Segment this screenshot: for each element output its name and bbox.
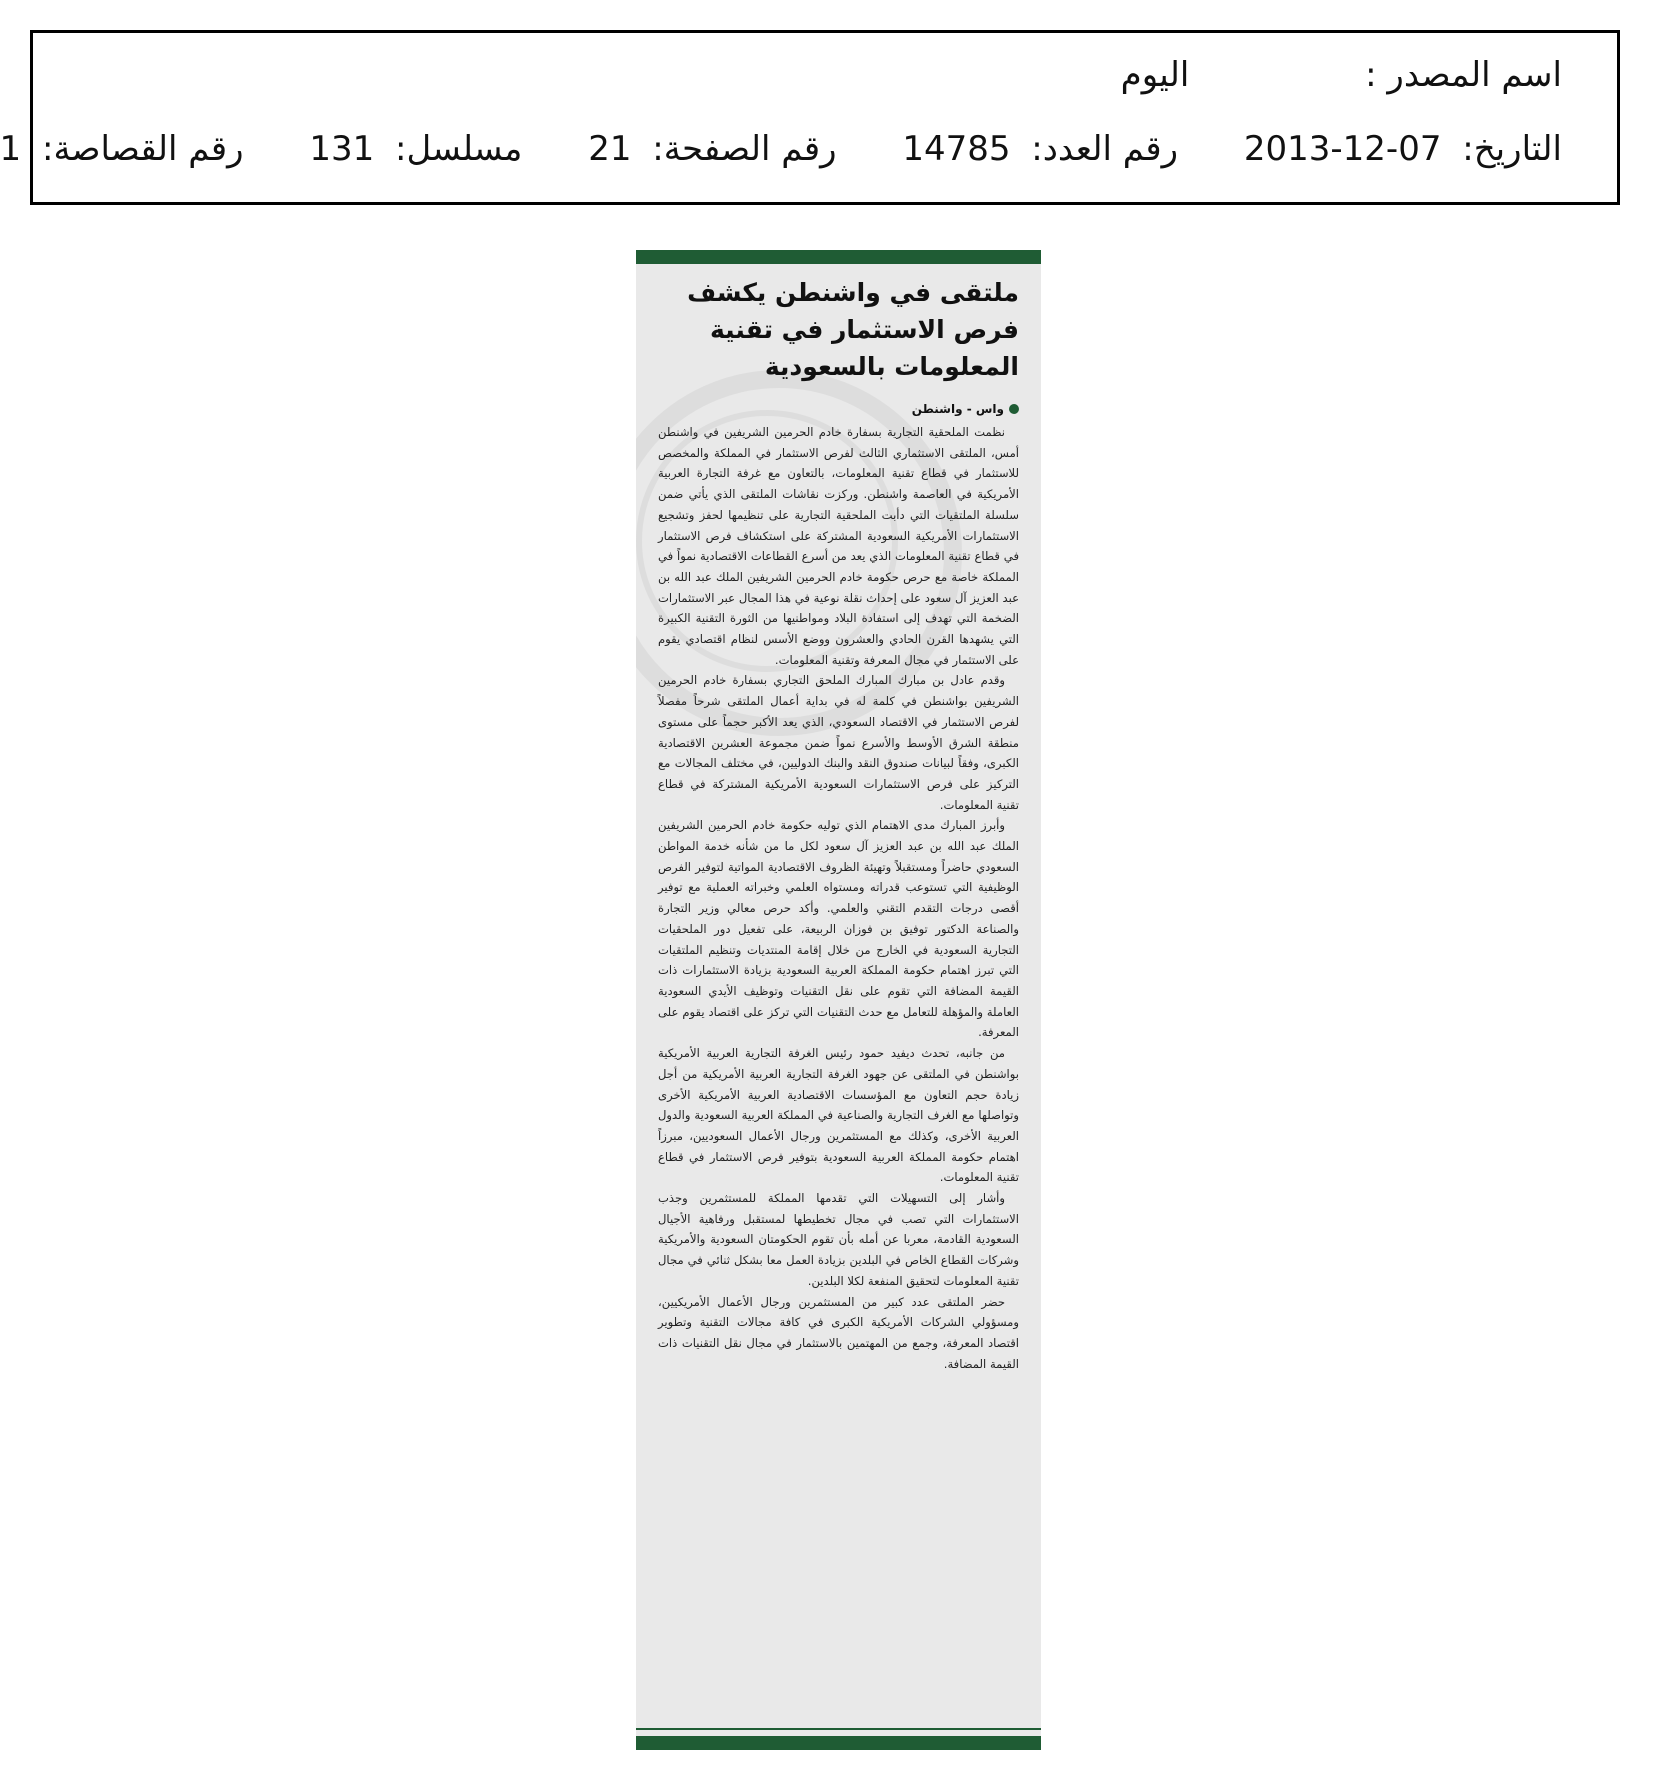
issue-item — [902, 129, 1178, 169]
bottom-thin-rule — [636, 1728, 1041, 1730]
clipping-header — [0, 30, 1620, 205]
date-label: التاريخ: — [1462, 129, 1562, 169]
source-row — [88, 55, 1562, 95]
page-label: رقم الصفحة: — [652, 129, 837, 169]
serial-item — [309, 129, 522, 169]
top-accent-bar — [636, 250, 1041, 264]
article-paragraph: من جانبه، تحدث ديفيد حمود رئيس الغرفة التجارية العربية الأمريكية بواشنطن في الملتقى عن جهود الغرفة التجارية العربية الأمريكية من أجل زيادة حجم التعاون مع المؤسسات الاقتصادية العربية الأمريكية الأخرى وتواصلها مع الغرف التجارية والصناعية في المملكة العربية السعودية والدول العربية الأخرى، وكذلك مع المستثمرين ورجال الأعمال السعوديين، مبرزاً اهتمام حكومة المملكة العربية السعودية بتوفير فرص الاستثمار في قطاع تقنية المعلومات. — [658, 1046, 1019, 1185]
article-paragraph: وأشار إلى التسهيلات التي تقدمها المملكة للمستثمرين وجذب الاستثمارات التي تصب في مجال تخطيطها لمستقبل ورفاهية الأجيال السعودية القادمة، معربا عن أمله بأن تقوم الحكومتان السعودية والأمريكية وشركات القطاع الخاص في البلدين بزيادة العمل معا بشكل ثنائي في مجال تقنية المعلومات لتحقيق المنفعة لكلا البلدين. — [658, 1191, 1019, 1288]
source-value: اليوم — [1120, 55, 1190, 95]
clip-number-item — [0, 129, 244, 169]
byline-text: واس - واشنطن — [911, 402, 1004, 416]
bottom-accent-bar — [636, 1736, 1041, 1750]
article-paragraph: وأبرز المبارك مدى الاهتمام الذي توليه حكومة خادم الحرمين الشريفين الملك عبد الله بن عبد العزيز آل سعود لكل ما من شأنه خدمة المواطن السعودي حاضراً ومستقبلاً وتهيئة الظروف الاقتصادية المواتية لتوفير الفرص الوظيفية التي تستوعب قدراته ومستواه العلمي وخبراته العملية مع توفير أقصى درجات التقدم التقني والعلمي. وأكد حرص معالي وزير التجارة والصناعة الدكتور توفيق بن فوزان الربيعة، على تفعيل دور الملحقيات التجارية السعودية في الخارج من خلال إقامة المنتديات وتنظيم الملتقيات التي تبرز اهتمام حكومة المملكة العربية السعودية بزيادة الاستثمارات ذات القيمة المضافة التي تقوم على نقل التقنيات وتوظيف الأيدي السعودية العاملة والمؤهلة للتعامل مع حدث التقنيات التي تركز على اقتصاد يقوم على المعرفة. — [658, 818, 1019, 1040]
article-paragraph: وقدم عادل بن مبارك المبارك الملحق التجاري بسفارة خادم الحرمين الشريفين بواشنطن في كلمة له في بداية أعمال الملتقى شرحاً مفصلاً لفرص الاستثمار في الاقتصاد السعودي، الذي يعد الأكبر حجماً على مستوى منطقة الشرق الأوسط والأسرع نمواً ضمن مجموعة العشرين الاقتصادية الكبرى، وفقاً لبيانات صندوق النقد والبنك الدوليين، في مختلف المجالات مع التركيز على فرص الاستثمارات السعودية الأمريكية المشتركة في قطاع تقنية المعلومات. — [658, 673, 1019, 812]
page-value: 21 — [588, 129, 632, 169]
article-headline: ملتقى في واشنطن يكشف فرص الاستثمار في تقنية المعلومات بالسعودية — [687, 278, 1019, 381]
clip-number-value: 1 — [0, 129, 22, 169]
clip-number-label: رقم القصاصة: — [41, 129, 244, 169]
meta-row — [0, 129, 1562, 169]
date-item — [1244, 129, 1562, 169]
serial-value: 131 — [309, 129, 375, 169]
newspaper-clipping — [636, 250, 1041, 1750]
page-item — [588, 129, 836, 169]
serial-label: مسلسل: — [395, 129, 523, 169]
article-body — [658, 422, 1019, 1374]
issue-label: رقم العدد: — [1031, 129, 1179, 169]
article-byline — [912, 402, 1019, 416]
article-paragraph: نظمت الملحقية التجارية بسفارة خادم الحرمين الشريفين في واشنطن أمس، الملتقى الاستثماري الثالث لفرص الاستثمار في المملكة والمخصص للاستثمار في قطاع تقنية المعلومات، بالتعاون مع غرفة التجارة العربية الأمريكية في العاصمة واشنطن. وركزت نقاشات الملتقى الذي يأتي ضمن سلسلة الملتقيات التي دأبت الملحقية التجارية على تنظيمها لحفز وتشجيع الاستثمارات الأمريكية السعودية المشتركة على استكشاف فرص الاستثمار في قطاع تقنية المعلومات الذي يعد من أسرع القطاعات الاقتصادية نمواً في المملكة خاصة مع حرص حكومة خادم الحرمين الشريفين الملك عبد الله بن عبد العزيز آل سعود على إحداث نقلة نوعية في هذا المجال عبر الاستثمارات الضخمة التي تهدف إلى استفادة البلاد ومواطنيها من الثورة التقنية الكبيرة التي يشهدها القرن الحادي والعشرون ووضع الأسس لنظام اقتصادي يقوم على الاستثمار في مجال المعرفة وتقنية المعلومات. — [658, 425, 1019, 667]
article-paragraph: حضر الملتقى عدد كبير من المستثمرين ورجال الأعمال الأمريكيين، ومسؤولي الشركات الأمريكية الكبرى في كافة مجالات التقنية وتطوير اقتصاد المعرفة، وجمع من المهتمين بالاستثمار في مجال نقل التقنيات ذات القيمة المضافة. — [658, 1294, 1019, 1371]
date-value: 2013-12-07 — [1243, 129, 1442, 169]
bullet-dot-icon — [1009, 404, 1019, 414]
issue-value: 14785 — [902, 129, 1011, 169]
source-label: اسم المصدر : — [1365, 55, 1562, 95]
